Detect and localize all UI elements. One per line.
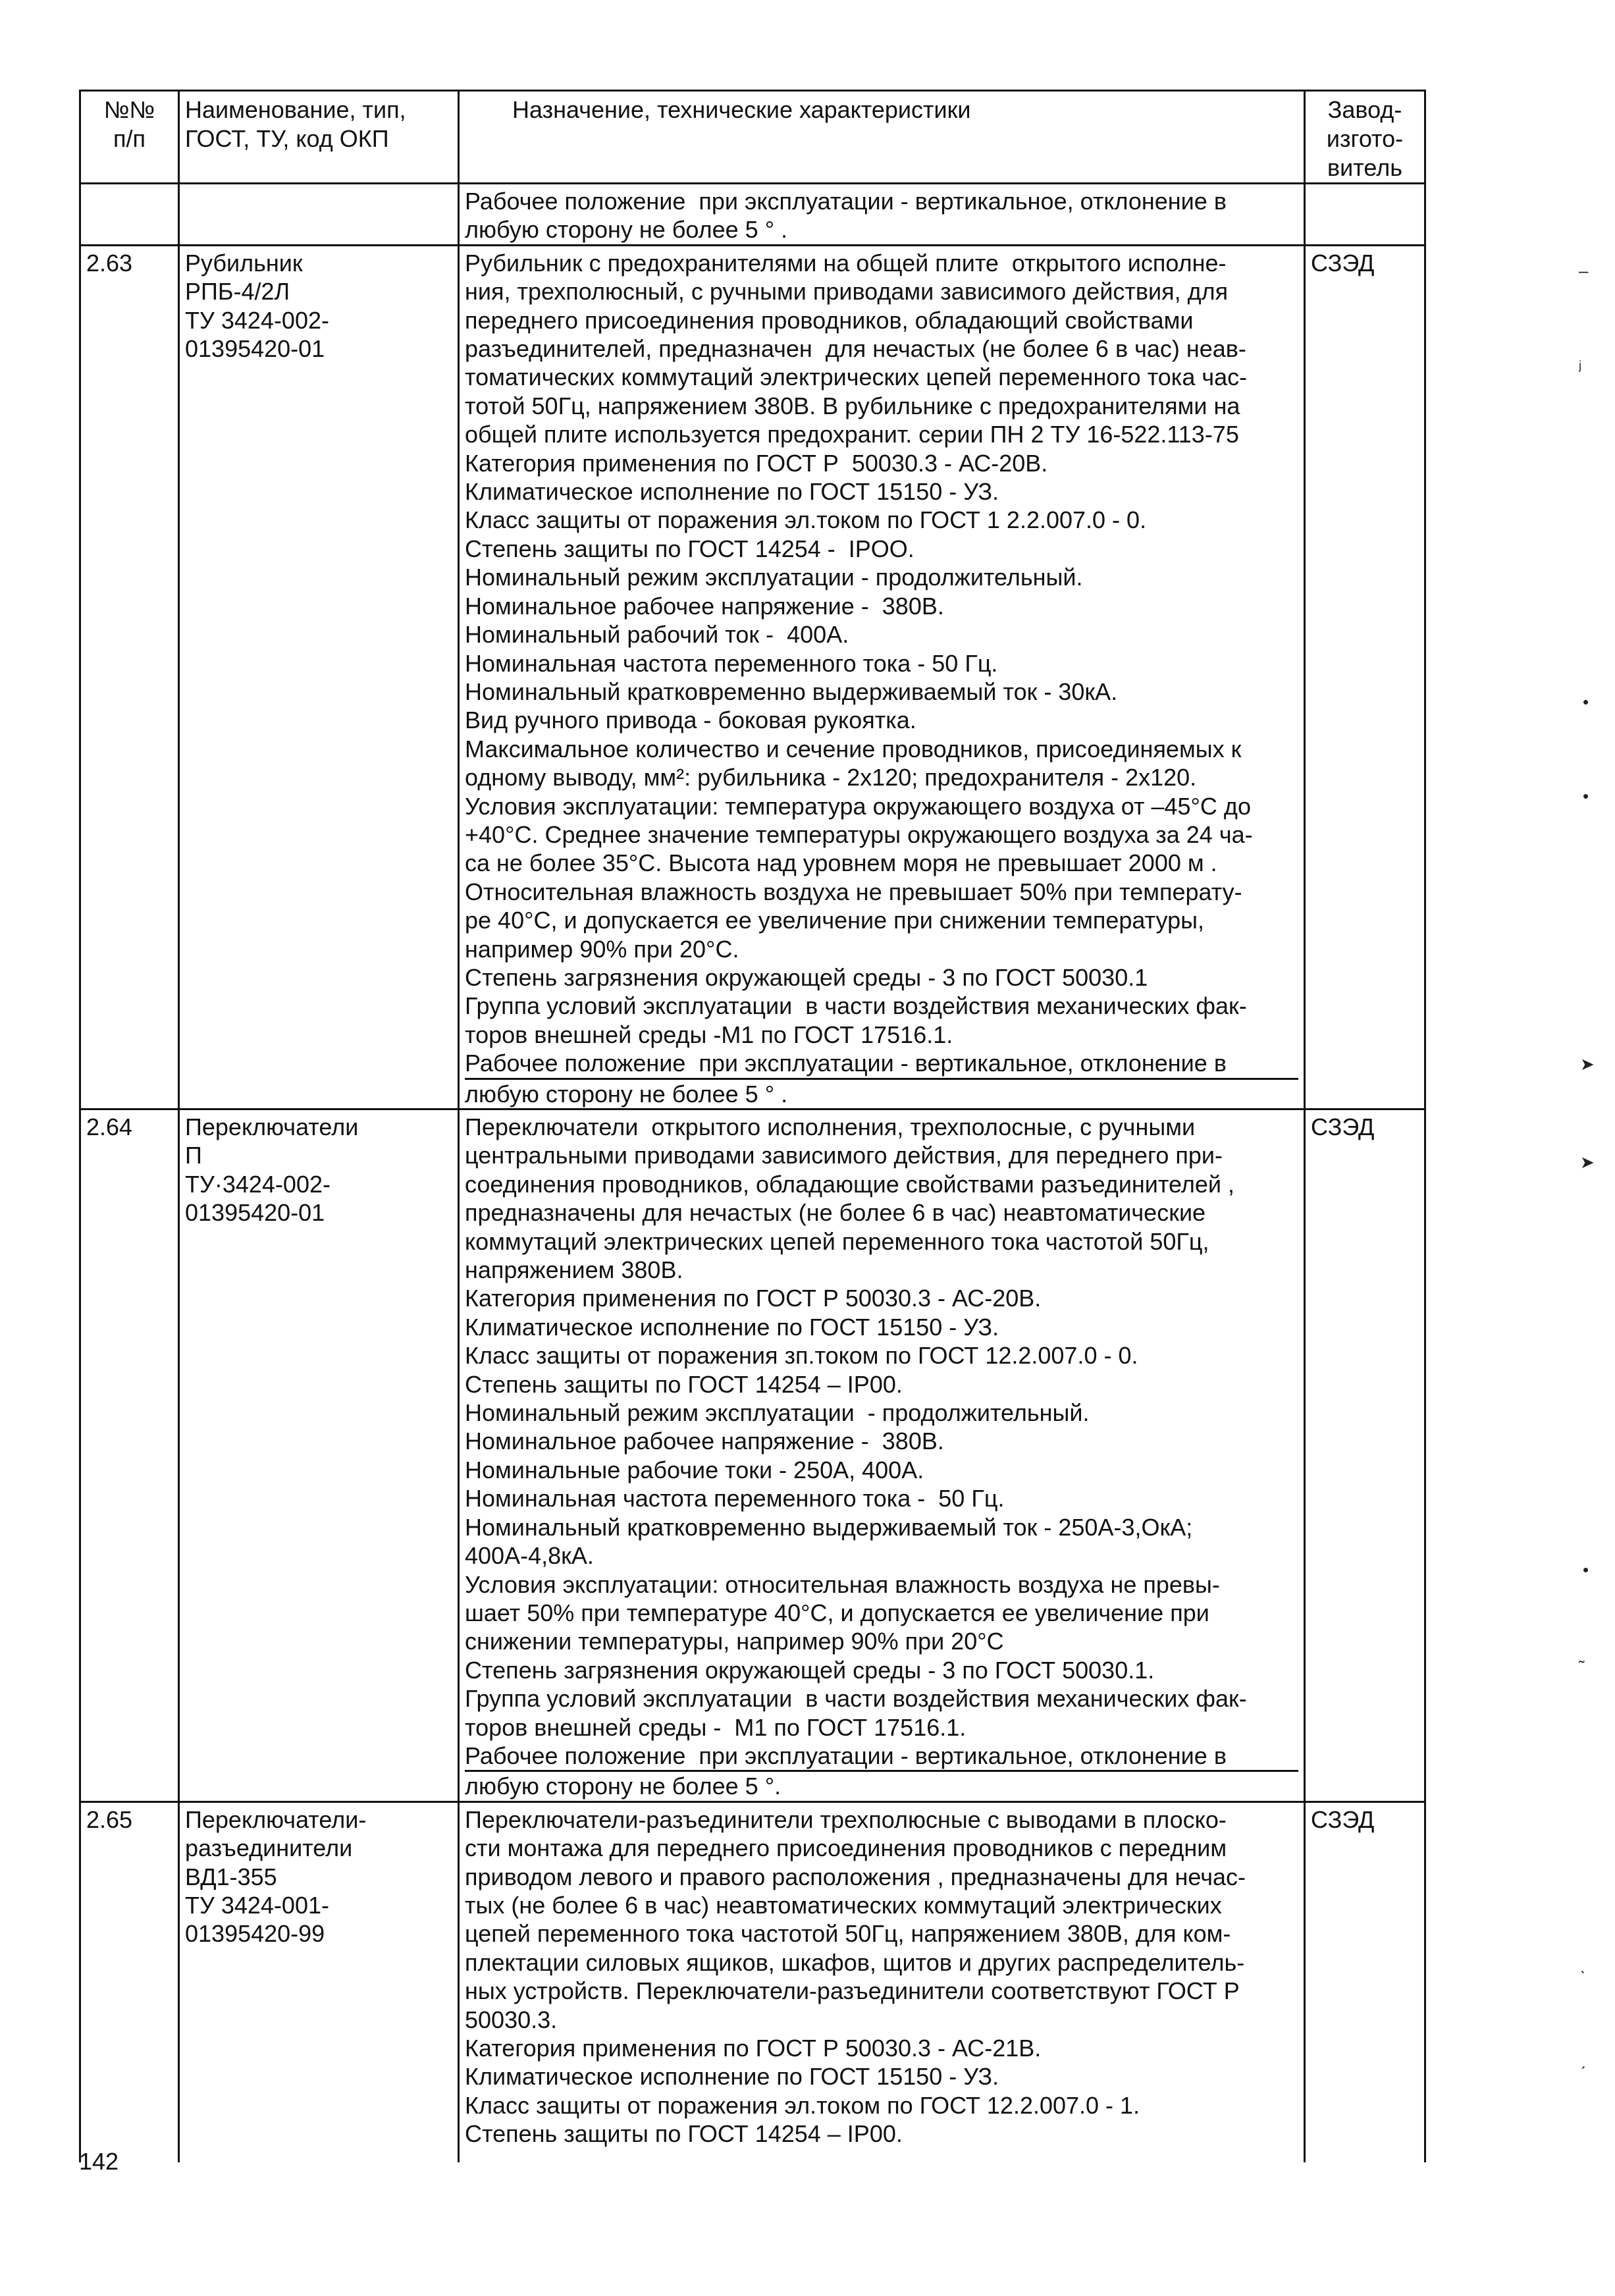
- description-line: Вид ручного привода - боковая рукоятка.: [465, 707, 916, 734]
- description-line: Группа условий эксплуатации в части воздействия механических фак-: [465, 1685, 1247, 1713]
- description-line: Степень защиты по ГОСТ 14254 – IP00.: [465, 2120, 903, 2148]
- description-line: приводом левого и правого расположения , предназначены для нечас-: [465, 1863, 1246, 1890]
- description-line: тотой 50Гц, напряжением 380В. В рубильнике с предохранителями на: [465, 392, 1240, 419]
- description-line: Номинальный кратковременно выдерживаемый ток - 250А-3,ОкА;: [465, 1513, 1193, 1541]
- description-line: томатических коммутаций электрических цепей переменного тока час-: [465, 363, 1248, 391]
- description-line: любую сторону не более 5 ° .: [465, 216, 788, 244]
- description-line: Рабочее положение при эксплуатации - вертикальное, отклонение в: [465, 1049, 1298, 1079]
- description-line: Номинальное рабочее напряжение - 380В.: [465, 1428, 944, 1455]
- description-line: 50030.3.: [465, 2006, 558, 2033]
- description-line: Климатическое исполнение по ГОСТ 15150 - УЗ.: [465, 478, 999, 506]
- header-number: [80, 91, 179, 184]
- scan-mark: ˎ: [1580, 1954, 1586, 1974]
- description-line: Переключатели открытого исполнения, трехполосные, с ручными: [465, 1113, 1196, 1140]
- cell-name: [179, 1109, 459, 1802]
- cell-description: [459, 1802, 1305, 2162]
- description-line: соединения проводников, обладающие свойствами разъединителей ,: [465, 1170, 1234, 1198]
- header-name-line: Наименование, тип,: [185, 96, 406, 123]
- description-line: са не более 35°С. Высота над уровнем моря не превышает 2000 м .: [465, 849, 1217, 877]
- header-manufacturer-line: витель: [1327, 154, 1402, 181]
- description-line: ния, трехполюсный, с ручными приводами зависимого действия, для: [465, 278, 1229, 306]
- page-number: 142: [79, 2148, 119, 2175]
- cell-manufacturer: СЗЭД: [1305, 245, 1425, 1109]
- cell-number: 2.63: [80, 245, 179, 1109]
- description-line: Группа условий эксплуатации в части воздействия механических фак-: [465, 992, 1247, 1020]
- description-line: Рабочее положение при эксплуатации - вертикальное, отклонение в: [465, 188, 1227, 215]
- header-name: [179, 91, 459, 184]
- description-line: Степень загрязнения окружающей среды - 3 по ГОСТ 50030.1.: [465, 1656, 1155, 1684]
- description-line: Номинальный кратковременно выдерживаемый ток - 30кА.: [465, 678, 1118, 705]
- description-line: Степень защиты по ГОСТ 14254 – IP00.: [465, 1370, 903, 1398]
- name-line: П: [185, 1142, 202, 1169]
- header-number-line: №№: [103, 96, 155, 123]
- description-line: Номинальный рабочий ток - 400А.: [465, 621, 849, 649]
- scan-mark: •: [1583, 786, 1589, 806]
- header-description-line: Назначение, технические характеристики: [512, 96, 971, 123]
- description-line: общей плите используется предохранит. серии ПН 2 ТУ 16-522.113-75: [465, 421, 1239, 448]
- description-line: Класс защиты от поражения эл.током по ГОСТ 12.2.007.0 - 1.: [465, 2091, 1140, 2119]
- cell-number: [80, 184, 179, 246]
- name-line: ТУ·3424-002-: [185, 1170, 331, 1198]
- cell-name: [179, 184, 459, 246]
- description-line: шает 50% при температуре 40°С, и допускается ее увеличение при: [465, 1599, 1209, 1626]
- description-line: предназначены для нечастых (не более 6 в час) неавтоматические: [465, 1199, 1206, 1227]
- cell-name: [179, 1802, 459, 2162]
- scan-mark: ʲ: [1579, 358, 1582, 377]
- description-line: Категория применения по ГОСТ Р 50030.3 - АС-20В.: [465, 1285, 1042, 1312]
- scan-mark: ➤: [1580, 1054, 1595, 1074]
- description-line: 400А-4,8кА.: [465, 1542, 594, 1570]
- description-line: напряжением 380В.: [465, 1256, 683, 1284]
- name-line: разъединители: [185, 1834, 353, 1862]
- description-line: Рабочее положение при эксплуатации - вертикальное, отклонение в: [465, 1742, 1298, 1772]
- cell-name: [179, 245, 459, 1109]
- description-line: Номинальные рабочие токи - 250А, 400А.: [465, 1456, 924, 1483]
- description-line: коммутаций электрических цепей переменного тока частотой 50Гц,: [465, 1227, 1209, 1255]
- table-row: [80, 245, 1425, 1109]
- table-row: [80, 1109, 1425, 1802]
- description-line: Номинальный режим эксплуатации - продолжительный.: [465, 1399, 1090, 1427]
- scan-mark: ➤: [1580, 1152, 1595, 1172]
- description-line: ных устройств. Переключатели-разъединители соответствуют ГОСТ Р: [465, 1977, 1240, 2005]
- description-line: одному выводу, мм²: рубильника - 2х120; предохранителя - 2х120.: [465, 764, 1197, 791]
- name-line: РПБ-4/2Л: [185, 278, 290, 306]
- description-line: переднего присоединения проводников, обладающий свойствами: [465, 306, 1194, 334]
- description-line: торов внешней среды - М1 по ГОСТ 17516.1.: [465, 1713, 966, 1741]
- cell-number: 2.65: [80, 1802, 179, 2162]
- name-line: 01395420-01: [185, 1199, 325, 1227]
- name-line: Рубильник: [185, 249, 303, 277]
- description-line: сти монтажа для переднего присоединения проводников с передним: [465, 1834, 1227, 1862]
- description-line: Максимальное количество и сечение проводников, присоединяемых к: [465, 735, 1242, 762]
- description-line: Номинальное рабочее напряжение - 380В.: [465, 592, 944, 620]
- header-manufacturer-line: Завод-: [1327, 96, 1402, 123]
- description-line: центральными приводами зависимого действия, для переднего при-: [465, 1142, 1223, 1169]
- description-line: плектации силовых ящиков, шкафов, щитов и других распределитель-: [465, 1948, 1245, 1976]
- table-header-row: [80, 91, 1425, 184]
- description-line: разъединителей, предназначен для нечастых (не более 6 в час) неав-: [465, 335, 1246, 363]
- scan-mark: •: [1583, 1560, 1589, 1580]
- description-line: Степень загрязнения окружающей среды - 3 по ГОСТ 50030.1: [465, 963, 1148, 991]
- specification-table: [79, 90, 1426, 2162]
- description-line: любую сторону не более 5 ° .: [465, 1080, 788, 1108]
- description-line: Номинальный режим эксплуатации - продолжительный.: [465, 564, 1083, 591]
- description-line: Переключатели-разъединители трехполюсные с выводами в плоско-: [465, 1805, 1227, 1833]
- description-line: +40°С. Среднее значение температуры окружающего воздуха за 24 ча-: [465, 820, 1253, 848]
- description-line: например 90% при 20°С.: [465, 935, 739, 963]
- description-line: снижении температуры, например 90% при 20°С: [465, 1628, 1004, 1655]
- description-line: Категория применения по ГОСТ Р 50030.3 - АС-21В.: [465, 2035, 1042, 2062]
- name-line: Переключатели: [185, 1113, 359, 1140]
- description-line: Относительная влажность воздуха не превышает 50% при температу-: [465, 878, 1242, 905]
- description-line: Класс защиты от поражения эл.током по ГОСТ 1 2.2.007.0 - 0.: [465, 506, 1147, 534]
- scan-mark: ˏ: [1580, 2050, 1586, 2069]
- cell-manufacturer: [1305, 184, 1425, 246]
- description-line: любую сторону не более 5 °.: [465, 1773, 781, 1800]
- header-name-line: ГОСТ, ТУ, код ОКП: [185, 125, 389, 152]
- continuation-row: [80, 184, 1425, 246]
- cell-manufacturer: СЗЭД: [1305, 1802, 1425, 2162]
- description-line: Номинальная частота переменного тока - 50 Гц.: [465, 1485, 1005, 1512]
- header-number-line: п/п: [113, 125, 146, 152]
- description-line: Условия эксплуатации: относительная влажность воздуха не превы-: [465, 1570, 1220, 1598]
- description-line: Условия эксплуатации: температура окружающего воздуха от –45°С до: [465, 792, 1251, 820]
- description-line: Категория применения по ГОСТ Р 50030.3 - АС-20В.: [465, 449, 1048, 477]
- name-line: ВД1-355: [185, 1863, 277, 1890]
- scan-mark: •: [1583, 692, 1589, 712]
- cell-description: [459, 184, 1305, 246]
- header-manufacturer-line: изгото-: [1326, 125, 1404, 152]
- scan-mark: ‒: [1579, 261, 1589, 280]
- scan-mark: ˜: [1579, 1657, 1585, 1677]
- description-line: тых (не более 6 в час) неавтоматических коммутаций электрических: [465, 1891, 1222, 1919]
- description-line: Степень защиты по ГОСТ 14254 - IPOO.: [465, 535, 914, 562]
- description-line: Номинальная частота переменного тока - 50 Гц.: [465, 649, 998, 677]
- name-line: 01395420-01: [185, 335, 325, 363]
- cell-number: 2.64: [80, 1109, 179, 1802]
- description-line: цепей переменного тока частотой 50Гц, напряжением 380В, для ком-: [465, 1920, 1231, 1948]
- cell-manufacturer: СЗЭД: [1305, 1109, 1425, 1802]
- name-line: ТУ 3424-002-: [185, 306, 329, 334]
- table-row: [80, 1802, 1425, 2162]
- name-line: Переключатели-: [185, 1805, 367, 1833]
- cell-description: [459, 1109, 1305, 1802]
- header-description: [459, 91, 1305, 184]
- header-manufacturer: [1305, 91, 1425, 184]
- description-line: Класс защиты от поражения зп.током по ГОСТ 12.2.007.0 - 0.: [465, 1342, 1138, 1370]
- name-line: ТУ 3424-001-: [185, 1891, 329, 1919]
- description-line: торов внешней среды -М1 по ГОСТ 17516.1.: [465, 1021, 953, 1048]
- name-line: 01395420-99: [185, 1920, 325, 1948]
- cell-description: [459, 245, 1305, 1109]
- description-line: Климатическое исполнение по ГОСТ 15150 - УЗ.: [465, 2063, 999, 2091]
- description-line: ре 40°С, и допускается ее увеличение при снижении температуры,: [465, 907, 1205, 934]
- description-line: Климатическое исполнение по ГОСТ 15150 - УЗ.: [465, 1313, 999, 1341]
- description-line: Рубильник с предохранителями на общей плите открытого исполне-: [465, 249, 1227, 277]
